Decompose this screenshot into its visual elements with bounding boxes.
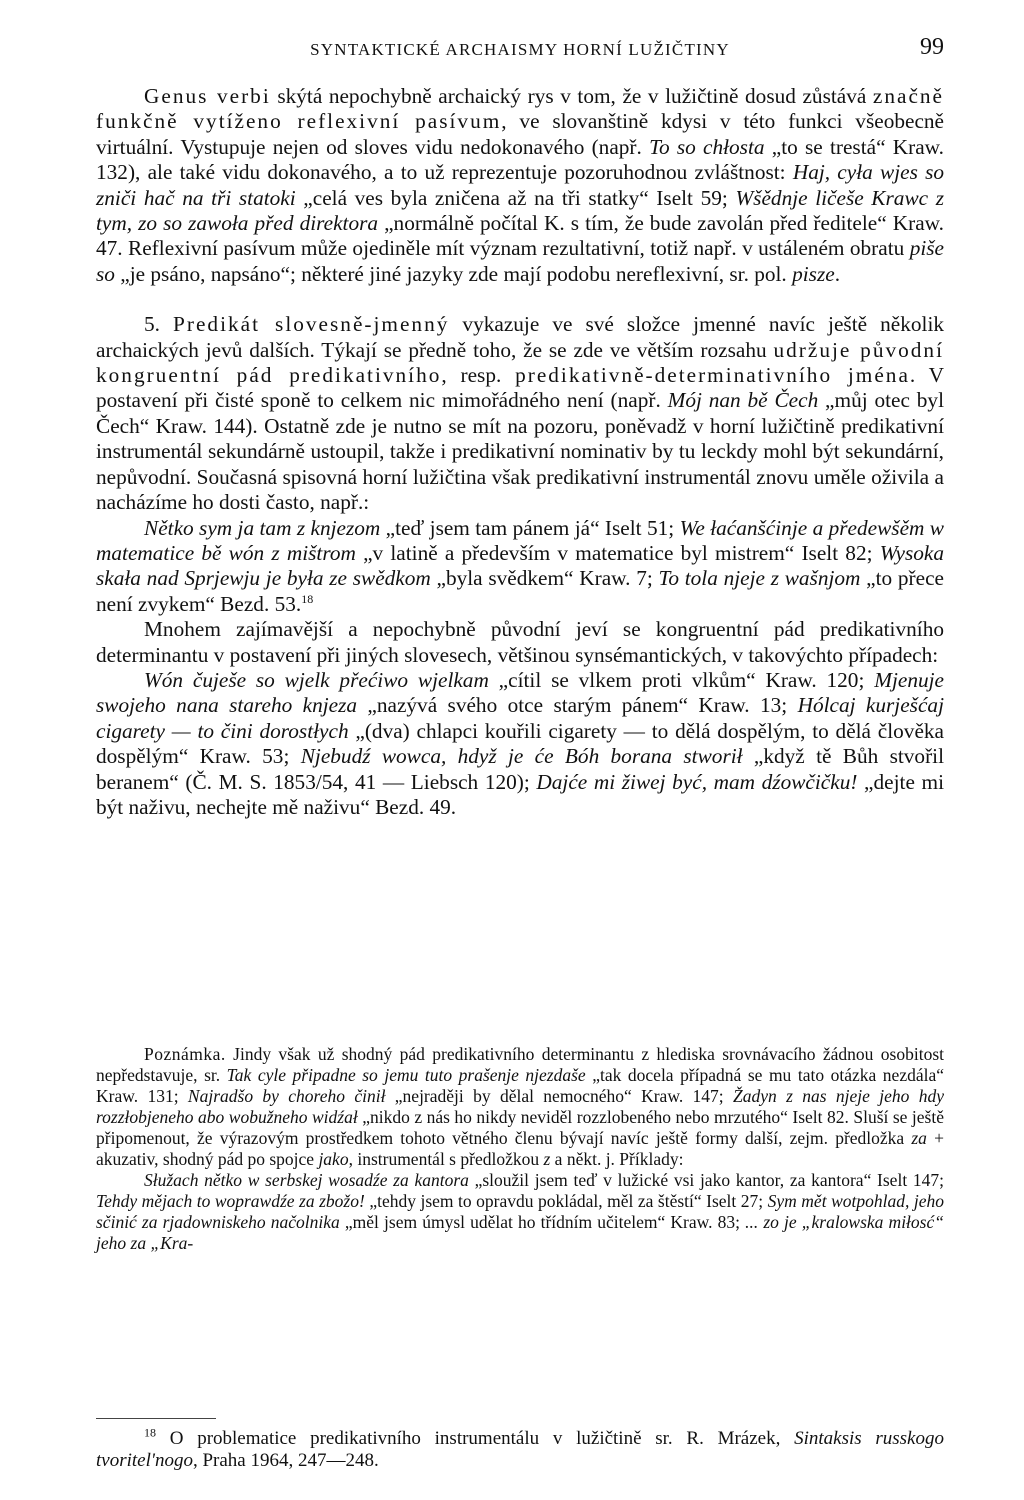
paragraph-mnohem: Mnohem zajímavější a nepochybně původní jeví se kongruentní pád predikativního determinantu v postavení při jiných slovesech, většinou synsémantických, v takovýchto případech:: [96, 617, 944, 667]
note-paragraph: Poznámka. Jindy však už shodný pád predikativního determinantu z hlediska srovnávacího žádnou osobitost nepředstavuje, sr. Tak cyle připadne so jemu tuto prašenje njezdaše „tak docela případná se mu tato otázka nezdála“ Kraw. 131; Najradšo by choreho činił „nejraději by dělal nemocného“ Kraw. 147; Žadyn z nas njeje jeho hdy rozzłobjeneho abo wobužneho widźał „nikdo z nás ho nikdy neviděl rozzlobeného nebo mrzutého“ Iselt 82. Sluší se ještě připomenout, že výrazovým prostředkem tohoto větného členu bývají navíc ještě formy další, zejm. předložka za + akuzativ, shodný pád po spojce jako, instrumentál s předložkou z a někt. j. Příklady:: [96, 1044, 944, 1169]
running-head: [96, 34, 944, 62]
footnote-ref[interactable]: 18: [301, 591, 314, 606]
note-block: [96, 1044, 944, 1254]
footnote-mark: 18: [144, 1425, 156, 1440]
paragraph-genus-verbi: Genus verbi skýtá nepochybně archaický rys v tom, že v lužičtině dosud zůstává značně funkčně vytíženo reflexivní pasívum, ve slovanštině kdysi v této funkci všeobecně virtuální. Vystupuje nejen od sloves vidu nedokonavého (např. To so chłosta „to se trestá“ Kraw. 132), ale také vidu dokonavého, a to už reprezentuje pozoruhodnou zvláštnost: Haj, cyła wjes so zniči hač na tři statoki „celá ves byla zničena až na tři statky“ Iselt 59; Wšědnje ličeše Krawc z tym, zo so zawoła před direktora „normálně počítal K. s tím, že bude zavolán před ředitele“ Kraw. 47. Reflexivní pasívum může ojediněle mít význam rezultativní, totiž např. v ustáleném obratu piše so „je psáno, napsáno“; některé jiné jazyky zde mají podobu nereflexivní, sr. pol. pisze.: [96, 84, 945, 286]
page-number: 99: [920, 34, 944, 60]
footnote-18: $^{18}$ O problematice predikativního instrumentálu v lužičtině sr. R. Mrázek, Sintaksis russkogo tvoritel'nogo, Praha 1964, 247—248.: [96, 1425, 944, 1471]
paragraph-examples-2: Wón čuješe so wjelk přećiwo wjelkam „cítil se vlkem proti vlkům“ Kraw. 120; Mjenuje swojeho nana stareho knjeza „nazývá svého otce starým pánem“ Kraw. 13; Hólcaj kurješćaj cigarety — to čini dorostłych „(dva) chlapci kouřili cigarety — to dělá dospělým, to dělá člověka dospělým“ Kraw. 53; Njebudź wowca, hdyž je će Bóh borana stworił „když tě Bůh stvořil beranem“ (Č. M. S. 1853/54, 41 — Liebsch 120); Dajće mi žiwej być, mam dźowčičku! „dejte mi být naživu, nechejte mě naživu“ Bezd. 49.: [96, 667, 945, 819]
note-examples: Słužach nětko w serbskej wosadźe za kantora „sloužil jsem teď v lužické vsi jako kantor, za kantora“ Iselt 147; Tehdy mějach to woprawdźe za zbožo! „tehdy jsem to opravdu pokládal, měl za štěstí“ Iselt 27; Sym mět wotpohlad, jeho sčinić za rjadowniskeho načolnika „měl jsem úmysl udělat ho třídním učitelem“ Kraw. 83; ... zo je „kralowska miłosć“ jeho za „Kra-: [96, 1170, 944, 1253]
paragraph-examples-1: Nětko sym ja tam z knjezom „teď jsem tam pánem já“ Iselt 51; We łaćanšćinje a předewšěm w matematice bě wón z mištrom „v latině a především v matematice byl mistrem“ Iselt 82; Wysoka skała nad Sprjewju je była ze swědkom „byla svědkem“ Kraw. 7; To tola njeje z wašnjom „to přece není zvykem“ Bezd. 53.18: [96, 515, 944, 616]
paragraph-section-5: 5. Predikát slovesně-jmenný vykazuje ve své složce jmenné navíc ještě několik archaických jevů dalších. Týkají se předně toho, že se zde ve větším rozsahu udržuje původní kongruentní pád predikativního, resp. predikativně-determinativního jména. V postavení při čisté sponě to celkem nic mimořádného není (např. Mój nan bě Čech „můj otec byl Čech“ Kraw. 144). Ostatně zde je nutno se mít na pozoru, poněvadž v horní lužičtině predikativní instrumentál sekundárně ustoupil, takže i predikativní nominativ by tu leckdy mohl být sekundární, nepůvodní. Současná spisovná horní lužičtina však predikativní instrumentál znovu uměle oživila a nacházíme ho dosti často, např.:: [96, 312, 945, 515]
footnote-divider: [96, 1418, 216, 1419]
running-title: SYNTAKTICKÉ ARCHAISMY HORNÍ LUŽIČTINY: [310, 40, 730, 59]
main-text: [96, 84, 944, 820]
